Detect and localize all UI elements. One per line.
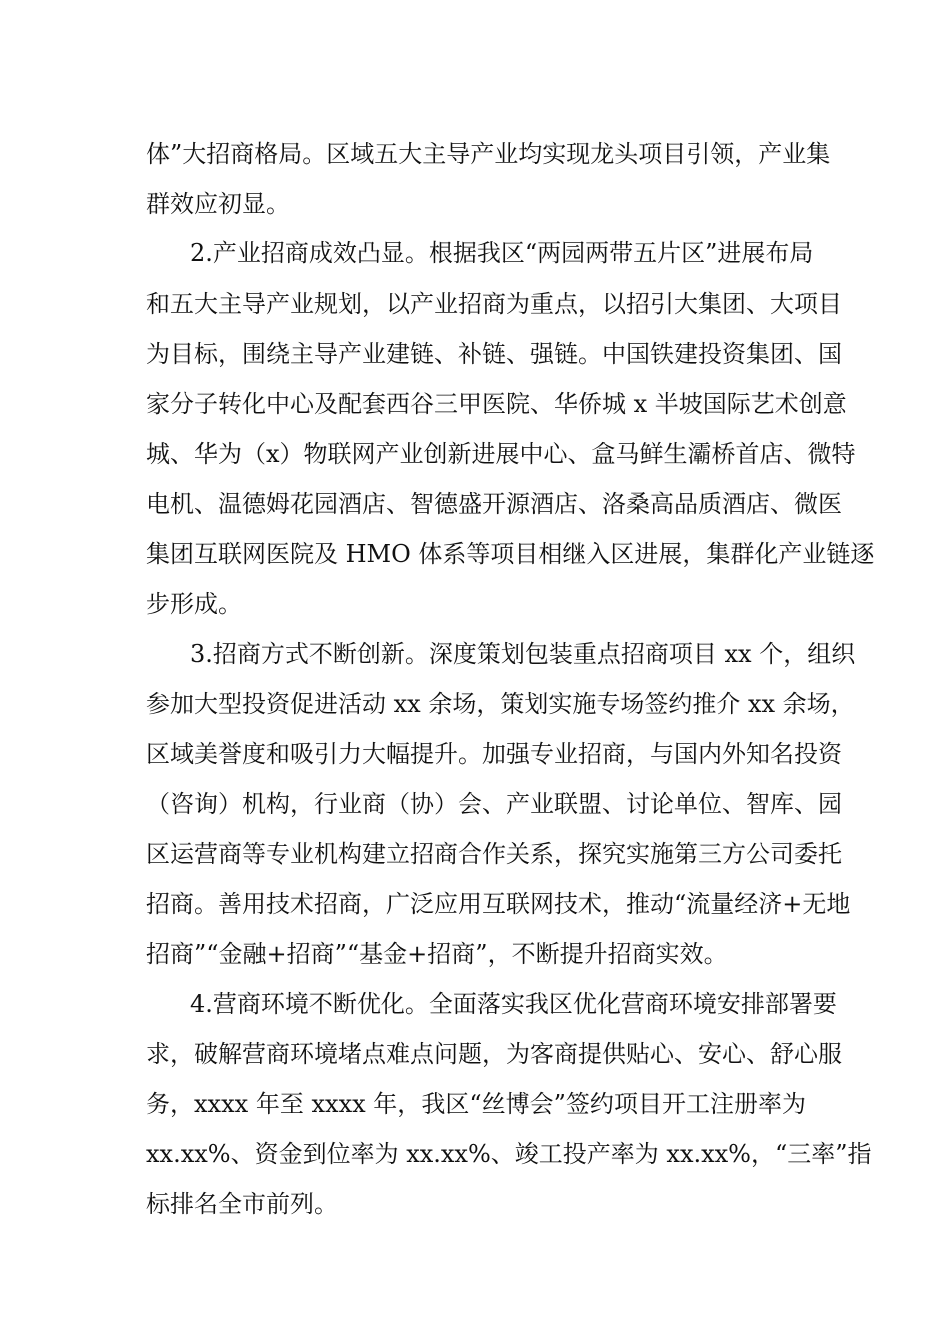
text-line: 招商”“金融+招商”“基金+招商”，不断提升招商实效。	[146, 940, 728, 968]
text-line: 招商。善用技术招商，广泛应用互联网技术，推动“流量经济+无地	[146, 890, 851, 918]
text-line: 区域美誉度和吸引力大幅提升。加强专业招商，与国内外知名投资	[146, 740, 842, 768]
text-line: 体”大招商格局。区域五大主导产业均实现龙头项目引领，产业集	[146, 140, 831, 168]
text-line: 步形成。	[146, 590, 242, 618]
paragraph-3-heading-line: 3.招商方式不断创新。深度策划包装重点招商项目 xx 个，组织	[190, 640, 856, 668]
text-line: 家分子转化中心及配套西谷三甲医院、华侨城 x 半坡国际艺术创意	[146, 390, 847, 418]
text-line: 群效应初显。	[146, 190, 290, 218]
text-line: 标排名全市前列。	[146, 1190, 338, 1218]
text-line: （咨询）机构，行业商（协）会、产业联盟、讨论单位、智库、园	[146, 790, 842, 818]
text-line: 区运营商等专业机构建立招商合作关系，探究实施第三方公司委托	[146, 840, 842, 868]
text-line: 城、华为（x）物联网产业创新进展中心、盒马鲜生灞桥首店、微特	[146, 440, 856, 468]
text-line: xx.xx%、资金到位率为 xx.xx%、竣工投产率为 xx.xx%，“三率”指	[146, 1140, 872, 1168]
text-line: 为目标，围绕主导产业建链、补链、强链。中国铁建投资集团、国	[146, 340, 842, 368]
text-line: 电机、温德姆花园酒店、智德盛开源酒店、洛桑高品质酒店、微医	[146, 490, 842, 518]
text-line: 求，破解营商环境堵点难点问题，为客商提供贴心、安心、舒心服	[146, 1040, 842, 1068]
text-line: 集团互联网医院及 HMO 体系等项目相继入区进展，集群化产业链逐	[146, 540, 875, 568]
paragraph-2-heading-line: 2.产业招商成效凸显。根据我区“两园两带五片区”进展布局	[190, 239, 814, 267]
paragraph-4-heading-line: 4.营商环境不断优化。全面落实我区优化营商环境安排部署要	[190, 990, 837, 1018]
text-line: 参加大型投资促进活动 xx 余场，策划实施专场签约推介 xx 余场，	[146, 690, 855, 718]
text-line: 和五大主导产业规划，以产业招商为重点，以招引大集团、大项目	[146, 290, 842, 318]
text-line: 务，xxxx 年至 xxxx 年，我区“丝博会”签约项目开工注册率为	[146, 1090, 807, 1118]
